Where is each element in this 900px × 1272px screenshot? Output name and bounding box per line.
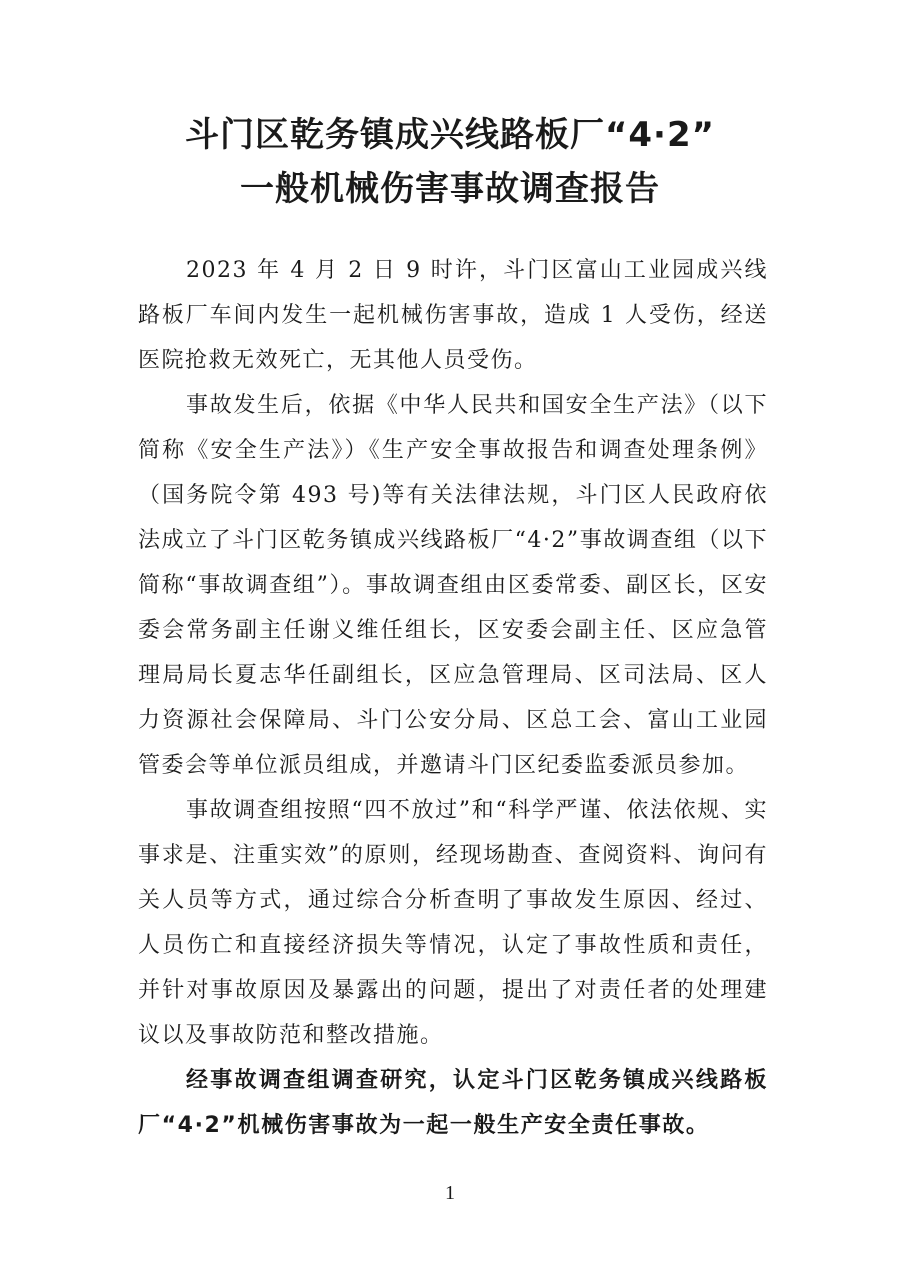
page-number: 1: [445, 1182, 455, 1204]
paragraph-investigation-team: 事故发生后，依据《中华人民共和国安全生产法》（以下简称《安全生产法》）《生产安全事故报告和调查处理条例》（国务院令第 493 号)等有关法律法规，斗门区人民政府依法成立了斗门区乾务镇成兴线路板厂“4·2”事故调查组（以下简称“事故调查组”）。事故调查组由区委常委、副区长，区安委会常务副主任谢义维任组长，区安委会副主任、区应急管理局局长夏志华任副组长，区应急管理局、区司法局、区人力资源社会保障局、斗门公安分局、区总工会、富山工业园管委会等单位派员组成，并邀请斗门区纪委监委派员参加。: [138, 393, 768, 778]
paragraph-investigation-method: 事故调查组按照“四不放过”和“科学严谨、依法依规、实事求是、注重实效”的原则，经现场勘查、查阅资料、询问有关人员等方式，通过综合分析查明了事故发生原因、经过、人员伤亡和直接经济损失等情况，认定了事故性质和责任，并针对事故原因及暴露出的问题，提出了对责任者的处理建议以及事故防范和整改措施。: [138, 798, 768, 1048]
title-line-1: 斗门区乾务镇成兴线路板厂“4·2”: [185, 115, 715, 155]
report-title: [120, 108, 780, 216]
paragraph-incident-summary: 2023 年 4 月 2 日 9 时许，斗门区富山工业园成兴线路板厂车间内发生一起机械伤害事故，造成 1 人受伤，经送医院抢救无效死亡，无其他人员受伤。: [138, 258, 768, 373]
title-line-2: 一般机械伤害事故调查报告: [240, 169, 660, 209]
report-body: [138, 248, 768, 1148]
paragraph-conclusion: 经事故调查组调查研究，认定斗门区乾务镇成兴线路板厂“4·2”机械伤害事故为一起一般生产安全责任事故。: [138, 1068, 768, 1138]
